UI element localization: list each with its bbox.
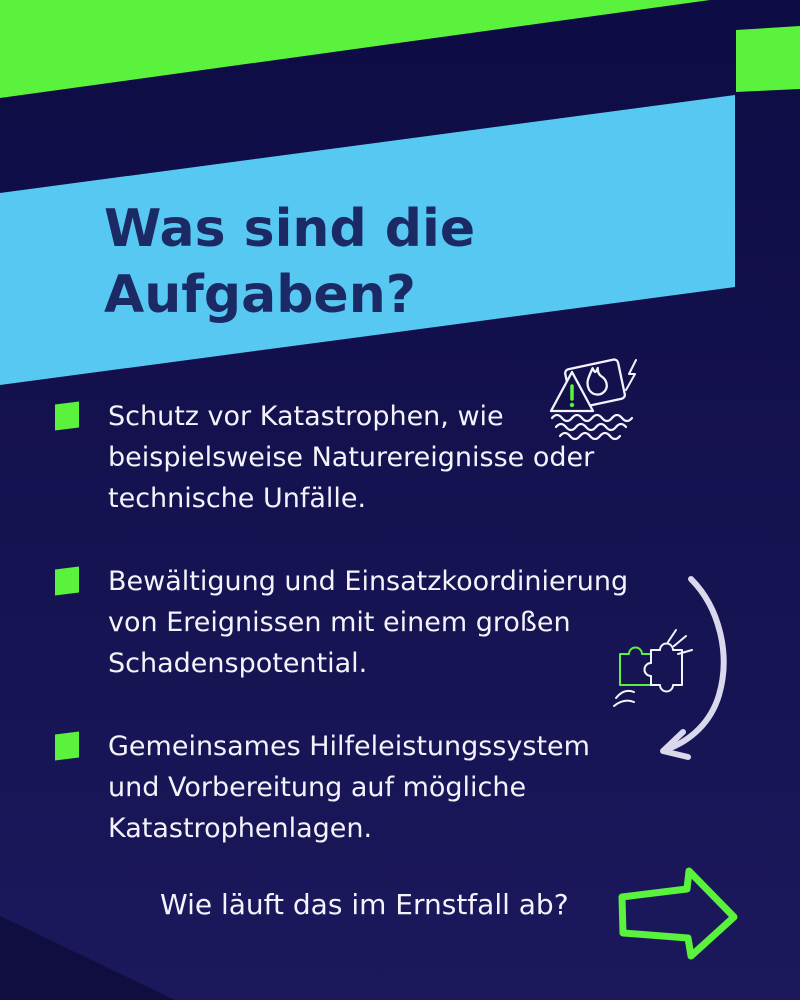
green-square-marker-icon <box>55 732 79 761</box>
next-arrow-icon[interactable] <box>622 871 734 956</box>
corner-shadow <box>0 916 175 1000</box>
bullet-item <box>55 396 594 519</box>
bullet-text-line: von Ereignissen mit einem großen <box>108 607 571 638</box>
bullet-text-line: Bewältigung und Einsatzkoordinierung <box>108 566 629 597</box>
page-title <box>104 196 475 328</box>
green-accent-block-right <box>736 26 800 92</box>
green-square-marker-icon <box>55 402 79 431</box>
footer-question: Wie läuft das im Ernstfall ab? <box>160 888 569 921</box>
bullet-text-line: Schadenspotential. <box>108 648 368 679</box>
bullet-item <box>55 726 590 849</box>
green-band-top <box>0 0 710 98</box>
bullet-text-line: Schutz vor Katastrophen, wie <box>108 401 504 432</box>
title-line-2: Aufgaben? <box>104 265 416 325</box>
bullet-text-line: technische Unfälle. <box>108 483 367 514</box>
bullet-item <box>55 561 628 684</box>
green-square-marker-icon <box>55 567 79 596</box>
title-line-1: Was sind die <box>104 199 476 259</box>
bullet-text-line: Katastrophenlagen. <box>108 813 373 844</box>
curved-arrow-down-icon <box>663 579 724 757</box>
bullet-text-line: und Vorbereitung auf mögliche <box>108 772 527 803</box>
bullet-text-line: beispielsweise Naturereignisse oder <box>108 442 595 473</box>
bullet-text-line: Gemeinsames Hilfeleistungssystem <box>108 731 590 762</box>
